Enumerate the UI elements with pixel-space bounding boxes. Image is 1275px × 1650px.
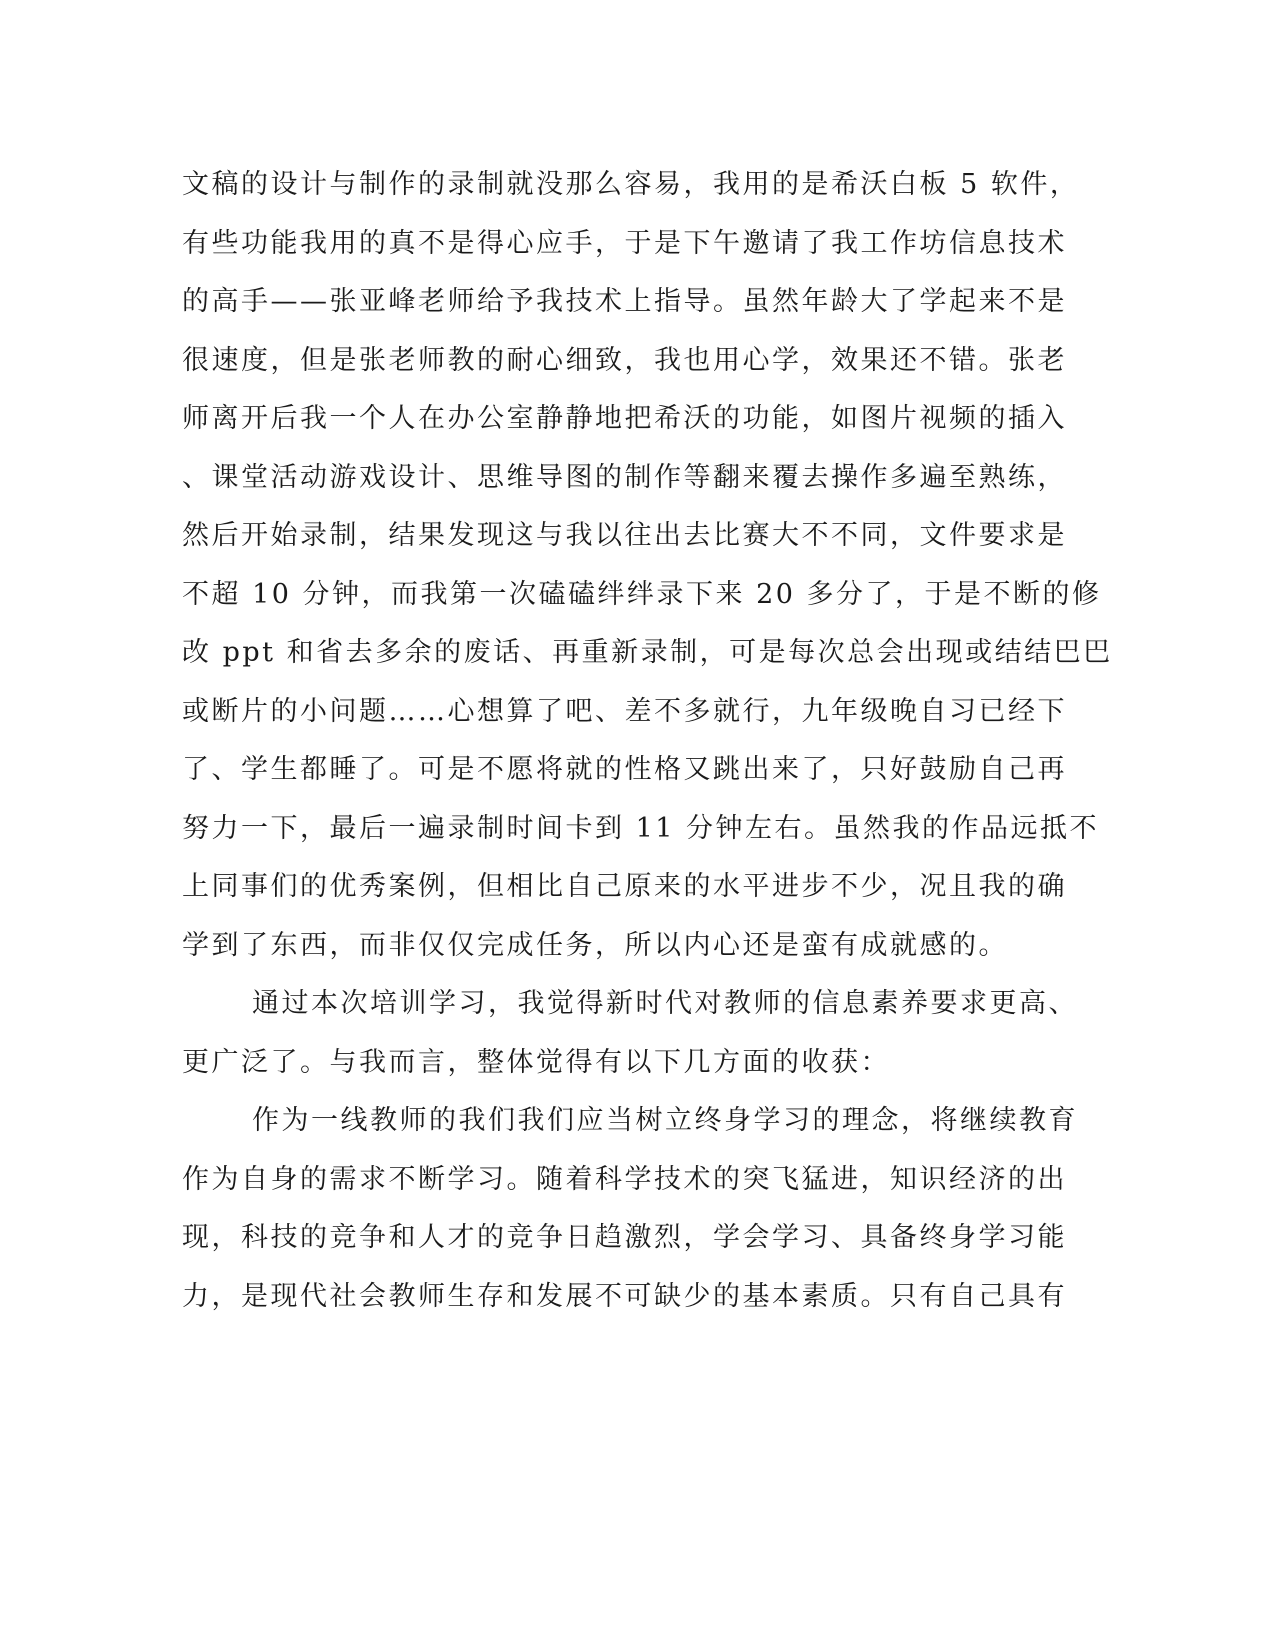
text-line: 文稿的设计与制作的录制就没那么容易，我用的是希沃白板 5 软件， bbox=[182, 169, 1080, 200]
text-line: 上同事们的优秀案例，但相比自己原来的水平进步不少，况且我的确 bbox=[182, 871, 1067, 902]
text-line: 然后开始录制，结果发现这与我以往出去比赛大不不同，文件要求是 bbox=[182, 520, 1067, 551]
text-line: 学到了东西，而非仅仅完成任务，所以内心还是蛮有成就感的。 bbox=[182, 929, 1008, 961]
text-line: 作为自身的需求不断学习。随着科学技术的突飞猛进，知识经济的出 bbox=[182, 1163, 1067, 1195]
text-line: 努力一下，最后一遍录制时间卡到 11 分钟左右。虽然我的作品远抵不 bbox=[182, 812, 1100, 844]
text-line: 改 ppt 和省去多余的废话、再重新录制，可是每次总会出现或结结巴巴 bbox=[182, 637, 1113, 668]
text-line: 更广泛了。与我而言，整体觉得有以下几方面的收获： bbox=[182, 1046, 890, 1078]
text-line: 现，科技的竞争和人才的竞争日趋激烈，学会学习、具备终身学习能 bbox=[182, 1222, 1067, 1253]
document-body bbox=[182, 162, 1113, 1332]
text-line: 不超 10 分钟，而我第一次磕磕绊绊录下来 20 多分了，于是不断的修 bbox=[182, 578, 1102, 610]
text-line: 了、学生都睡了。可是不愿将就的性格又跳出来了，只好鼓励自己再 bbox=[182, 754, 1067, 785]
text-line: 师离开后我一个人在办公室静静地把希沃的功能，如图片视频的插入 bbox=[182, 403, 1067, 434]
text-line: 的高手——张亚峰老师给予我技术上指导。虽然年龄大了学起来不是 bbox=[182, 286, 1067, 317]
text-line: 、课堂活动游戏设计、思维导图的制作等翻来覆去操作多遍至熟练， bbox=[182, 461, 1067, 493]
text-line: 力，是现代社会教师生存和发展不可缺少的基本素质。只有自己具有 bbox=[182, 1280, 1067, 1312]
paragraph-start-line: 通过本次培训学习，我觉得新时代对教师的信息素养要求更高、 bbox=[252, 988, 1078, 1019]
text-line: 很速度，但是张老师教的耐心细致，我也用心学，效果还不错。张老 bbox=[182, 344, 1067, 376]
paragraph-start-line: 作为一线教师的我们我们应当树立终身学习的理念，将继续教育 bbox=[252, 1105, 1078, 1136]
text-line: 有些功能我用的真不是得心应手，于是下午邀请了我工作坊信息技术 bbox=[182, 227, 1067, 259]
text-line: 或断片的小问题……心想算了吧、差不多就行，九年级晚自习已经下 bbox=[182, 695, 1067, 727]
